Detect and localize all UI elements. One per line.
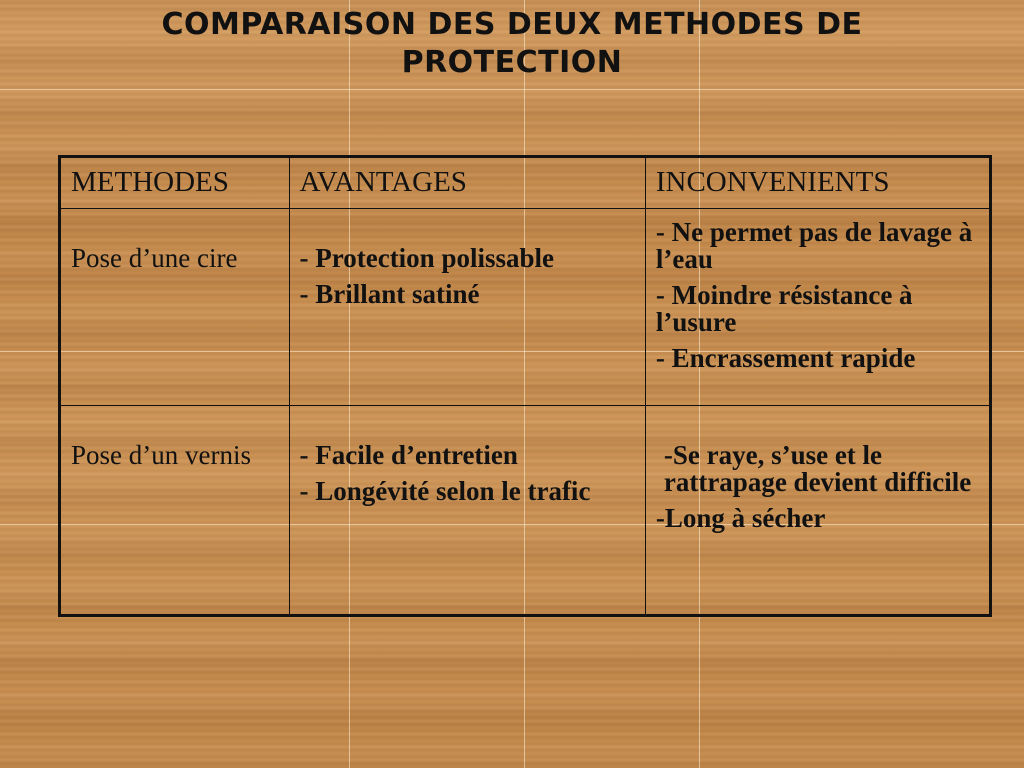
header-methods: METHODES [60, 157, 290, 209]
header-advantages: AVANTAGES [289, 157, 645, 209]
disadvantage-item: -Long à sécher [655, 503, 826, 533]
disadvantages-cell [645, 209, 990, 406]
comparison-table [58, 155, 992, 617]
method-label: Pose d’un vernis [71, 440, 251, 470]
table-row [60, 209, 991, 406]
advantage-item: - Facile d’entretien [299, 440, 518, 470]
advantage-item: - Brillant satiné [299, 279, 480, 309]
disadvantage-item: - Ne permet pas de lavage à l’eau [655, 217, 973, 274]
advantage-item: - Longévité selon le trafic [299, 476, 591, 506]
method-cell [60, 406, 290, 616]
slide-title-line-2: PROTECTION [401, 45, 623, 80]
advantages-cell [289, 209, 645, 406]
header-row [60, 157, 991, 209]
method-label: Pose d’une cire [71, 243, 238, 273]
method-cell [60, 209, 290, 406]
disadvantage-item: -Se raye, s’use et le rattrapage devient difficile [663, 440, 972, 497]
header-disadvantages: INCONVENIENTS [645, 157, 990, 209]
grid-line [0, 89, 1024, 90]
disadvantage-item: - Moindre résistance à l’usure [655, 280, 913, 337]
slide-title [0, 6, 1024, 82]
disadvantages-cell [645, 406, 990, 616]
advantages-cell [289, 406, 645, 616]
disadvantage-item: - Encrassement rapide [655, 343, 916, 373]
slide-title-line-1: COMPARAISON DES DEUX METHODES DE [161, 7, 863, 42]
advantage-item: - Protection polissable [299, 243, 554, 273]
table-row [60, 406, 991, 616]
